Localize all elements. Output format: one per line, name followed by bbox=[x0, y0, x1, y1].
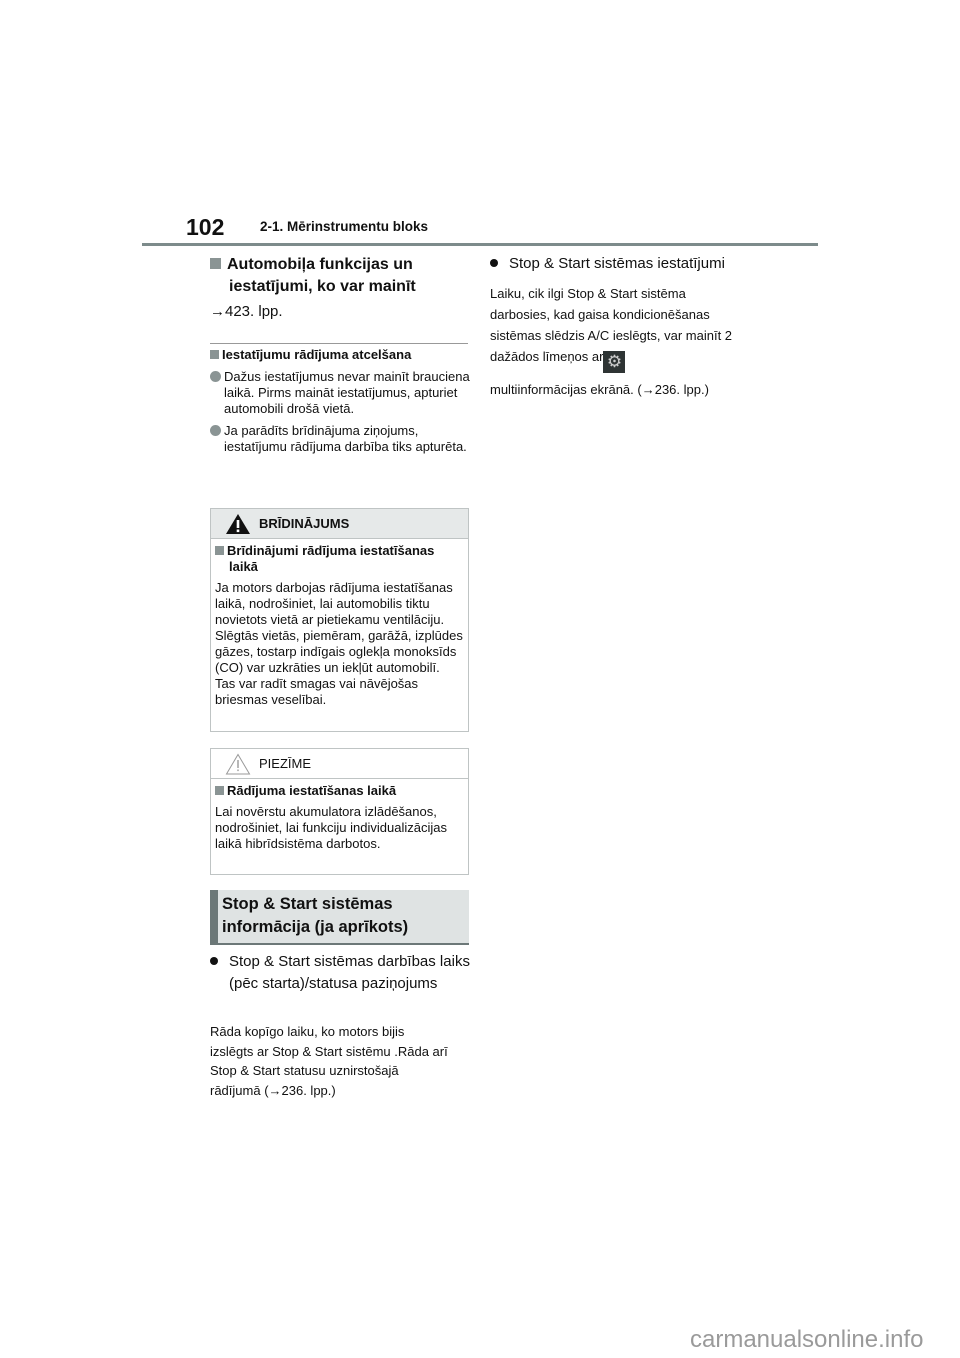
header-rule bbox=[142, 243, 818, 246]
list-item bbox=[210, 423, 470, 455]
cancel-title bbox=[210, 347, 470, 363]
settings-body-text: Laiku, cik ilgi Stop & Start sistēma darbosies, kad gaisa kondicionēšanas sistēmas slēdzis A/C ieslēgts, var mainīt 2 dažādos līmeņos ar bbox=[490, 286, 733, 364]
settings-bullet bbox=[490, 253, 790, 275]
heading-ref: →423. lpp. bbox=[210, 303, 283, 320]
heading bbox=[210, 254, 470, 298]
section-header: 2-1. Mērinstrumentu bloks bbox=[260, 219, 429, 234]
note-label: PIEZĪME bbox=[259, 756, 312, 771]
warning-body: Ja motors darbojas rādījuma iestatīšanas laikā, nodrošiniet, lai automobilis tiktu novietots vietā ar pietiekamu ventilāciju. Slēgtās vietās, piemēram, garāžā, izplūdes gāzes, tostarp indīgais oglekļa monoksīds (CO) var uzkrāties un iekļūt automobilī. Tas var radīt smagas vai nāvējošas briesmas veselībai. bbox=[215, 580, 463, 707]
square-bullet-icon bbox=[215, 546, 224, 555]
page-number: 102 bbox=[186, 214, 225, 240]
bullet-icon bbox=[490, 259, 498, 267]
warning-title-text: Brīdinājumi rādījuma iestatīšanas laikā bbox=[227, 543, 435, 574]
note-header bbox=[211, 749, 468, 779]
list-item-text: Dažus iestatījumus nevar mainīt brauciena laikā. Pirms maināt iestatījumus, apturiet automobili drošā vietā. bbox=[224, 369, 470, 416]
divider bbox=[210, 343, 468, 344]
cancel-section bbox=[210, 347, 470, 455]
note-title bbox=[215, 783, 463, 799]
info-body: Rāda kopīgo laiku, ko motors bijis izslēgts ar Stop & Start sistēmu .Rāda arī Stop & Start statusu uznirstošajā rādījumā (→236. lpp.) bbox=[210, 1024, 448, 1098]
list-item-text: Ja parādīts brīdinājuma ziņojums, iestatījumu rādījuma darbība tiks apturēta. bbox=[224, 423, 467, 454]
settings-body bbox=[490, 283, 745, 400]
square-bullet-icon bbox=[210, 350, 219, 359]
warning-header bbox=[211, 509, 468, 539]
note-title-text: Rādījuma iestatīšanas laikā bbox=[227, 783, 397, 798]
settings-gear-icon: ⚙ bbox=[603, 351, 625, 373]
warning-triangle-icon bbox=[225, 513, 251, 535]
warning-label: BRĪDINĀJUMS bbox=[259, 516, 350, 531]
circle-bullet-icon bbox=[210, 371, 221, 382]
note-body: Lai novērstu akumulatora izlādēšanos, nodrošiniet, lai funkciju individualizācijas laikā hibrīdsistēma darbotos. bbox=[215, 804, 447, 851]
settings-bullet-text: Stop & Start sistēmas iestatījumi bbox=[509, 255, 725, 272]
list-item bbox=[210, 369, 470, 417]
info-bullet-text: Stop & Start sistēmas darbības laiks (pēc starta)/statusa paziņojums bbox=[229, 953, 470, 992]
caution-triangle-icon bbox=[225, 753, 251, 775]
warning-title bbox=[215, 543, 463, 575]
note-box bbox=[210, 748, 469, 875]
watermark: carmanualsonline.info bbox=[690, 1326, 924, 1353]
bullet-icon bbox=[210, 957, 218, 965]
info-bullet bbox=[210, 951, 470, 995]
square-bullet-icon bbox=[210, 258, 221, 269]
section-title: Stop & Start sistēmas informācija (ja aprīkots) bbox=[210, 890, 469, 945]
settings-body-text-2: multiinformācijas ekrānā. (→236. lpp.) bbox=[490, 382, 709, 397]
warning-box bbox=[210, 508, 469, 732]
cancel-title-text: Iestatījumu rādījuma atcelšana bbox=[222, 347, 412, 362]
square-bullet-icon bbox=[215, 786, 224, 795]
circle-bullet-icon bbox=[210, 425, 221, 436]
heading-text: Automobiļa funkcijas un iestatījumi, ko var mainīt bbox=[227, 256, 416, 295]
